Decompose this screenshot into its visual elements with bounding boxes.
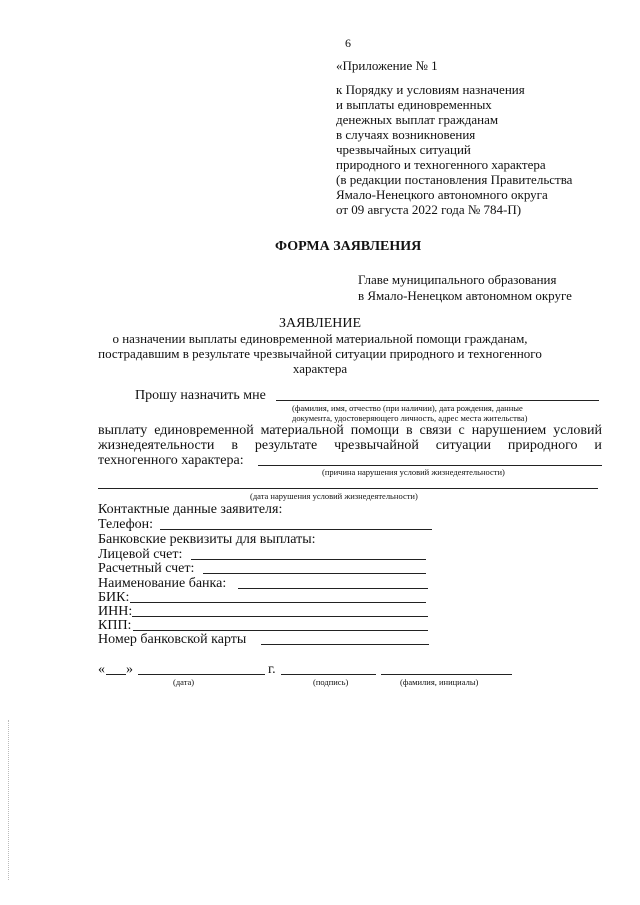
body-word: природного	[507, 438, 578, 453]
body-word: чрезвычайной	[334, 438, 419, 453]
kpp-field[interactable]	[133, 630, 428, 631]
appendix-line: природного и техногенного характера	[336, 157, 546, 172]
statement-subtitle: пострадавшим в результате чрезвычайной ситуации природного и техногенного	[98, 346, 542, 361]
signature-hint: (подпись)	[313, 677, 349, 687]
scan-margin-marks	[8, 720, 11, 880]
contacts-heading: Контактные данные заявителя:	[98, 502, 283, 517]
body-word: жизнедеятельности	[98, 438, 215, 453]
inn-label: ИНН:	[98, 604, 133, 619]
violation-date-hint: (дата нарушения условий жизнедеятельности)	[250, 491, 418, 501]
body-word: результате	[254, 438, 318, 453]
date-hint: (дата)	[173, 677, 195, 687]
inn-field[interactable]	[132, 616, 428, 617]
request-label: Прошу назначить мне	[135, 388, 266, 403]
addressee-line: Главе муниципального образования	[358, 272, 557, 287]
appendix-line: в случаях возникновения	[336, 127, 476, 142]
day-field[interactable]	[106, 674, 126, 675]
personal-account-field[interactable]	[191, 559, 426, 560]
appendix-line: Ямало-Ненецкого автономного округа	[336, 187, 548, 202]
statement-subtitle: характера	[292, 361, 348, 376]
settlement-account-field[interactable]	[203, 573, 426, 574]
addressee-line: в Ямало-Ненецком автономном округе	[358, 288, 572, 303]
statement-heading: ЗАЯВЛЕНИЕ	[278, 316, 362, 331]
appendix-line: от 09 августа 2022 года № 784-П)	[336, 202, 522, 217]
request-body-line: выплату единовременной материальной помощи в связи с нарушением условий	[98, 423, 602, 438]
appendix-line: денежных выплат гражданам	[336, 112, 499, 127]
appendix-line: к Порядку и условиям назначения	[336, 82, 525, 97]
body-word: и	[594, 438, 602, 453]
personal-account-label: Лицевой счет:	[98, 547, 183, 562]
card-number-field[interactable]	[261, 644, 429, 645]
full-name-hint: (фамилия, инициалы)	[400, 677, 479, 687]
body-word: ситуации	[435, 438, 491, 453]
appendix-line: чрезвычайных ситуаций	[336, 142, 471, 157]
card-number-label: Номер банковской карты	[98, 632, 247, 647]
violation-reason-field[interactable]	[258, 465, 602, 466]
bik-field[interactable]	[130, 602, 426, 603]
violation-date-field[interactable]	[98, 488, 598, 489]
applicant-details-field[interactable]	[276, 400, 599, 401]
kpp-label: КПП:	[98, 618, 132, 633]
violation-reason-hint: (причина нарушения условий жизнедеятельности)	[322, 467, 505, 477]
month-year-field[interactable]	[138, 674, 265, 675]
bank-name-field[interactable]	[238, 588, 428, 589]
date-close-quote: »	[126, 662, 133, 677]
full-name-field[interactable]	[381, 674, 512, 675]
bank-heading: Банковские реквизиты для выплаты:	[98, 532, 316, 547]
date-open-quote: «	[98, 662, 105, 677]
appendix-line: и выплаты единовременных	[336, 97, 492, 112]
request-body-line: техногенного характера:	[98, 453, 244, 468]
settlement-account-label: Расчетный счет:	[98, 561, 195, 576]
phone-field[interactable]	[160, 529, 432, 530]
form-title: ФОРМА ЗАЯВЛЕНИЯ	[275, 239, 422, 254]
statement-subtitle: о назначении выплаты единовременной материальной помощи гражданам,	[112, 331, 528, 346]
appendix-line: (в редакции постановления Правительства	[336, 172, 573, 187]
body-word: в	[231, 438, 238, 453]
bank-name-label: Наименование банка:	[98, 576, 227, 591]
appendix-title: «Приложение № 1	[336, 58, 438, 73]
page-number: 6	[345, 36, 351, 50]
signature-field[interactable]	[281, 674, 376, 675]
year-suffix: г.	[268, 662, 276, 677]
bik-label: БИК:	[98, 590, 130, 605]
phone-label: Телефон:	[98, 517, 154, 532]
applicant-details-hint: (фамилия, имя, отчество (при наличии), дата рождения, данные	[292, 403, 523, 413]
request-body-line	[98, 438, 602, 454]
applicant-details-hint: документа, удостоверяющего личность, адрес места жительства)	[292, 413, 528, 423]
